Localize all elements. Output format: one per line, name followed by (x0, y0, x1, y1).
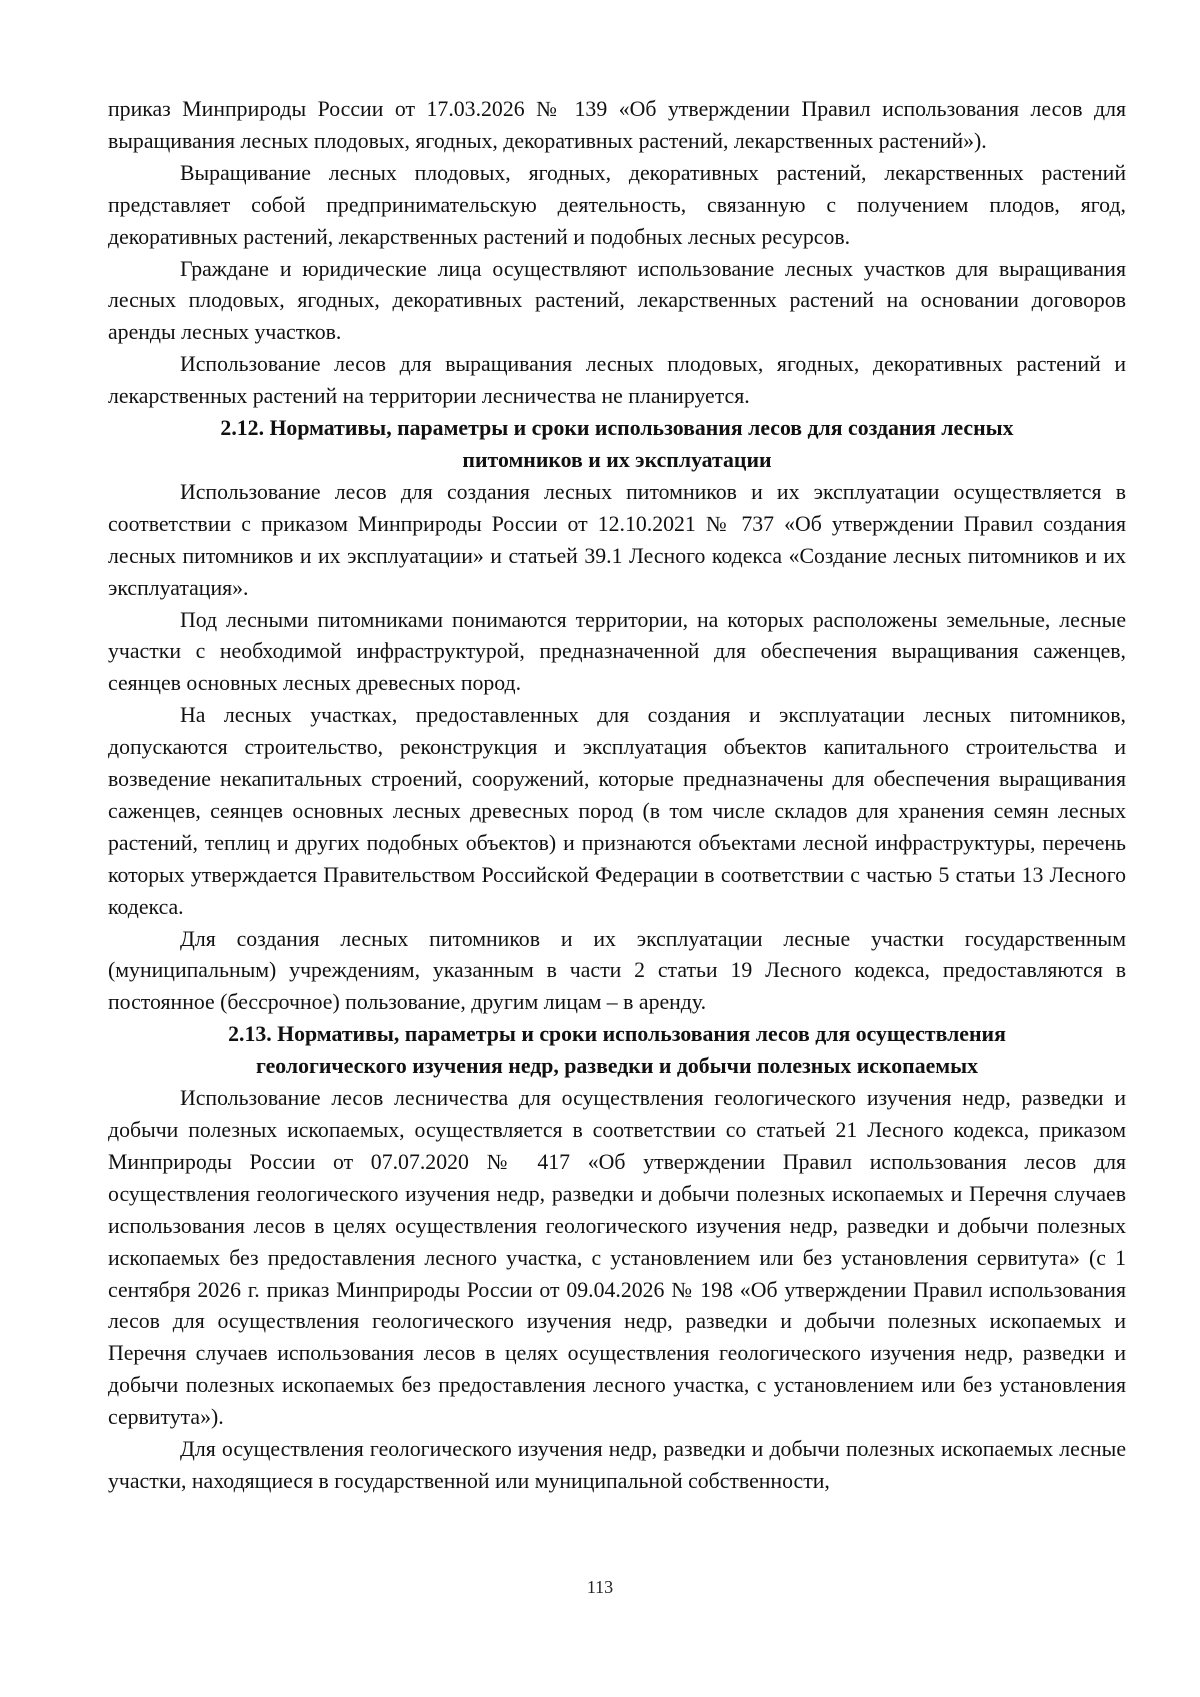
paragraph: Использование лесов для выращивания лесных плодовых, ягодных, декоративных растений и лекарственных растений на территории лесничества не планируется. (108, 352, 1126, 409)
section-heading-2-13: 2.13. Нормативы, параметры и сроки использования лесов для осуществления геологического изучения недр, разведки и добычи полезных ископаемых (228, 1022, 1006, 1079)
paragraph: Выращивание лесных плодовых, ягодных, декоративных растений, лекарственных растений представляет собой предпринимательскую деятельность, связанную с получением плодов, ягод, декоративных растений, лекарственных растений и подобных лесных ресурсов. (108, 160, 1126, 249)
paragraph: На лесных участках, предоставленных для создания и эксплуатации лесных питомников, допускаются строительство, реконструкция и эксплуатация объектов капитального строительства и возведение некапитальных строений, сооружений, которые предназначены для обеспечения выращивания саженцев, сеянцев основных лесных древесных пород (в том числе складов для хранения семян лесных растений, теплиц и других подобных объектов) и признаются объектами лесной инфраструктуры, перечень которых утверждается Правительством Российской Федерации в соответствии с частью 5 статьи 13 Лесного кодекса. (108, 703, 1126, 919)
document-page (108, 94, 1126, 1498)
paragraph: Использование лесов лесничества для осуществления геологического изучения недр, разведки и добычи полезных ископаемых, осуществляется в соответствии со статьей 21 Лесного кодекса, приказом Минприроды России от 07.07.2020 № 417 «Об утверждении Правил использования лесов для осуществления геологического изучения недр, разведки и добычи полезных ископаемых и Перечня случаев использования лесов в целях осуществления геологического изучения недр, разведки и добычи полезных ископаемых без предоставления лесного участка, с установлением или без установления сервитута» (с 1 сентября 2026 г. приказ Минприроды России от 09.04.2026 № 198 «Об утверждении Правил использования лесов для осуществления геологического изучения недр, разведки и добычи полезных ископаемых и Перечня случаев использования лесов в целях осуществления геологического изучения недр, разведки и добычи полезных ископаемых без предоставления лесного участка, с установлением или без установления сервитута»). (108, 1086, 1126, 1430)
paragraph: Использование лесов для создания лесных питомников и их эксплуатации осуществляется в соответствии с приказом Минприроды России от 12.10.2021 № 737 «Об утверждении Правил создания лесных питомников и их эксплуатации» и статьей 39.1 Лесного кодекса «Создание лесных питомников и их эксплуатация». (108, 479, 1126, 600)
paragraph: Под лесными питомниками понимаются территории, на которых расположены земельные, лесные участки с необходимой инфраструктурой, предназначенной для обеспечения выращивания саженцев, сеянцев основных лесных древесных пород. (108, 607, 1126, 696)
paragraph: Граждане и юридические лица осуществляют использование лесных участков для выращивания лесных плодовых, ягодных, декоративных растений, лекарственных растений на основании договоров аренды лесных участков. (108, 256, 1126, 345)
section-heading-2-12: 2.12. Нормативы, параметры и сроки использования лесов для создания лесных питомников и их эксплуатации (220, 416, 1014, 472)
page-number: 113 (586, 1577, 614, 1597)
paragraph: Для создания лесных питомников и их эксплуатации лесные участки государственным (муниципальным) учреждениям, указанным в части 2 статьи 19 Лесного кодекса, предоставляются в постоянное (бессрочное) пользование, другим лицам – в аренду. (108, 926, 1126, 1015)
paragraph: Для осуществления геологического изучения недр, разведки и добычи полезных ископаемых лесные участки, находящиеся в государственной или муниципальной собственности, (108, 1437, 1126, 1493)
paragraph-continued: приказ Минприроды России от 17.03.2026 № 139 «Об утверждении Правил использования лесов для выращивания лесных плодовых, ягодных, декоративных растений, лекарственных растений»). (108, 97, 1126, 153)
